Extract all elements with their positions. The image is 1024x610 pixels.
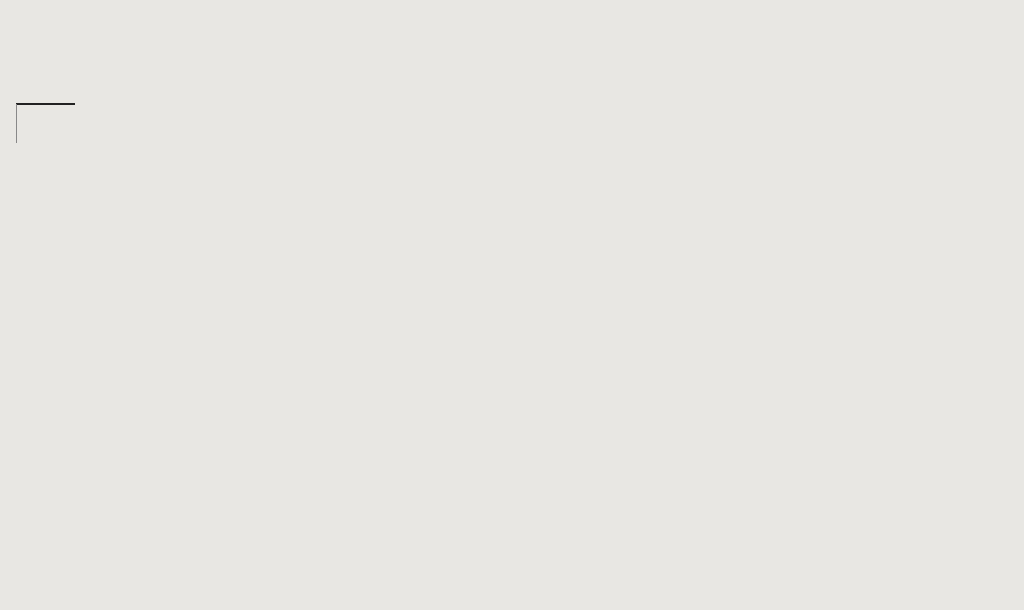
schedule-table (16, 103, 1021, 143)
sub-header-row (17, 104, 1021, 143)
month-header (17, 104, 75, 143)
